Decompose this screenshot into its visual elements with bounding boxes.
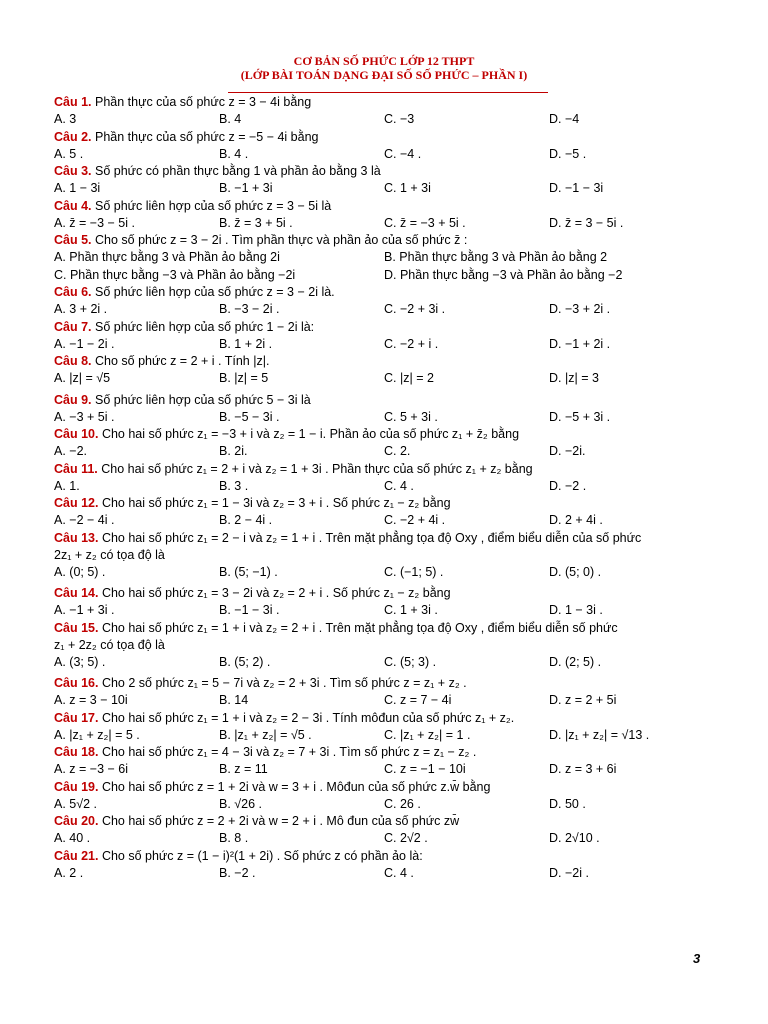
question-text: Cho hai số phức z₁ = 4 − 3i và z₂ = 7 + 3i . Tìm số phức z = z₁ − z₂ .	[101, 745, 477, 759]
question-label: Câu 16.	[54, 676, 99, 690]
question-4	[54, 198, 714, 233]
options-row	[54, 249, 714, 267]
option-a: A. −3 + 5i .	[54, 409, 115, 424]
options-row	[54, 564, 714, 582]
options-row	[54, 512, 714, 530]
option-a: A. 1.	[54, 478, 80, 493]
option-a: A. z = −3 − 6i	[54, 762, 129, 776]
option-a: A. |z₁ + z₂| = 5 .	[54, 727, 140, 742]
question-text: Cho hai số phức z₁ = 1 + i và z₂ = 2 − 3i . Tính môđun của số phức z₁ + z₂.	[101, 710, 515, 725]
option-d: D. −3 + 2i .	[549, 302, 611, 316]
option-b: B. −3 − 2i .	[219, 302, 280, 316]
question-stem	[54, 744, 714, 761]
question-stem	[54, 392, 714, 409]
option-d: D. −2i .	[549, 865, 589, 880]
option-d: D. −1 − 3i	[549, 181, 604, 195]
option-d: D. z = 2 + 5i	[549, 693, 617, 707]
option-c: C. −2 + 4i .	[384, 513, 446, 527]
question-stem	[54, 94, 714, 111]
option-d: D. |z| = 3	[549, 371, 599, 385]
question-stem	[54, 461, 714, 478]
question-17	[54, 710, 714, 745]
question-stem	[54, 620, 714, 637]
options-row	[54, 830, 714, 848]
question-8	[54, 353, 714, 392]
question-text: Cho số phức z = 2 + i . Tính |z|.	[95, 354, 270, 368]
question-text: Cho số phức z = (1 − i)²(1 + 2i) . Số phức z có phần ảo là:	[101, 848, 423, 863]
document-subtitle: (LỚP BÀI TOÁN DẠNG ĐẠI SỐ SỐ PHỨC – PHẦN I)	[240, 68, 528, 82]
question-1	[54, 94, 714, 129]
option-d: D. −4	[549, 112, 580, 126]
option-c: C. 5 + 3i .	[384, 409, 438, 424]
option-d: D. −5 + 3i .	[549, 409, 611, 424]
question-stem	[54, 198, 714, 215]
option-b: B. 14	[219, 693, 249, 707]
option-b: B. |z| = 5	[219, 371, 269, 385]
options-row	[54, 215, 714, 233]
question-stem	[54, 163, 714, 180]
option-c: C. |z₁ + z₂| = 1 .	[384, 727, 471, 742]
document-title: CƠ BẢN SỐ PHỨC LỚP 12 THPT	[293, 54, 475, 68]
question-stem	[54, 585, 714, 602]
option-a: A. z̄ = −3 − 5i .	[54, 215, 135, 230]
options-row	[54, 865, 714, 883]
question-label: Câu 3.	[54, 164, 92, 178]
question-label: Câu 6.	[54, 285, 92, 299]
question-stem	[54, 710, 714, 727]
question-text: Số phức liên hợp của số phức 1 − 2i là:	[95, 319, 315, 334]
option-d: D. |z₁ + z₂| = √13 .	[549, 727, 650, 742]
options-row	[54, 180, 714, 198]
option-a: A. Phần thực bằng 3 và Phần ảo bằng 2i	[54, 250, 280, 264]
question-text: Cho 2 số phức z₁ = 5 − 7i và z₂ = 2 + 3i . Tìm số phức z = z₁ + z₂ .	[101, 676, 467, 690]
option-c: C. −3	[384, 112, 415, 126]
option-b: B. |z₁ + z₂| = √5 .	[219, 727, 312, 742]
option-b: B. (5; −1) .	[219, 564, 278, 579]
question-18	[54, 744, 714, 779]
question-text: Cho hai số phức z₁ = 1 + i và z₂ = 2 + i . Trên mặt phẳng tọa độ Oxy , điểm biểu diễn số phức	[101, 620, 618, 635]
option-d: D. 1 − 3i .	[549, 603, 603, 617]
question-text-continued: z₁ + 2z₂ có tọa độ là	[54, 637, 165, 652]
options-row	[54, 111, 714, 129]
options-row	[54, 370, 714, 388]
options-row	[54, 654, 714, 672]
option-b: B. √26 .	[219, 796, 262, 811]
question-19	[54, 779, 714, 814]
option-c: C. |z| = 2	[384, 371, 434, 385]
question-label: Câu 13.	[54, 530, 99, 545]
question-12	[54, 495, 714, 530]
options-row	[54, 727, 714, 745]
question-label: Câu 15.	[54, 620, 99, 635]
option-a: A. 40 .	[54, 831, 91, 845]
option-d: D. 50 .	[549, 796, 586, 811]
options-row	[54, 267, 714, 285]
option-b: B. 2i.	[219, 444, 248, 458]
option-d: D. z = 3 + 6i	[549, 762, 617, 776]
option-a: A. z = 3 − 10i	[54, 693, 128, 707]
question-label: Câu 19.	[54, 779, 99, 794]
question-16	[54, 675, 714, 710]
question-text: Số phức liên hợp của số phức z = 3 − 5i là	[95, 198, 332, 213]
question-15	[54, 620, 714, 676]
question-label: Câu 11.	[54, 461, 98, 476]
option-b: B. 4 .	[219, 146, 249, 161]
option-b: B. −1 + 3i	[219, 181, 273, 195]
option-d: D. −2i.	[549, 444, 586, 458]
question-label: Câu 12.	[54, 496, 99, 510]
option-d: D. (2; 5) .	[549, 654, 602, 669]
question-stem	[54, 284, 714, 301]
question-7	[54, 319, 714, 354]
question-label: Câu 14.	[54, 586, 99, 600]
question-stem	[54, 426, 714, 443]
question-label: Câu 18.	[54, 745, 99, 759]
option-a: A. 5√2 .	[54, 796, 97, 811]
question-text: Cho hai số phức z₁ = 1 − 3i và z₂ = 3 + i . Số phức z₁ − z₂ bằng	[101, 496, 451, 510]
option-b: B. z̄ = 3 + 5i .	[219, 215, 293, 230]
option-c: C. −2 + 3i .	[384, 302, 446, 316]
option-d: D. −2 .	[549, 478, 587, 493]
title-underline	[228, 92, 548, 93]
question-text: Cho hai số phức z₁ = 3 − 2i và z₂ = 2 + i . Số phức z₁ − z₂ bằng	[101, 586, 451, 600]
option-c: C. z = −1 − 10i	[384, 762, 466, 776]
question-stem	[54, 129, 714, 146]
option-a: A. 2 .	[54, 865, 84, 880]
question-label: Câu 5.	[54, 233, 92, 247]
question-label: Câu 21.	[54, 848, 99, 863]
option-c: C. 4 .	[384, 478, 414, 493]
question-list	[54, 94, 714, 882]
question-stem	[54, 813, 714, 830]
option-b: B. 4	[219, 112, 242, 126]
options-row	[54, 796, 714, 814]
option-d: D. (5; 0) .	[549, 564, 602, 579]
question-label: Câu 10.	[54, 427, 99, 441]
question-text: Số phức liên hợp của số phức z = 3 − 2i là.	[95, 285, 335, 299]
question-text: Cho hai số phức z = 1 + 2i và w = 3 + i . Môđun của số phức z.w̄ bằng	[101, 779, 491, 794]
option-c: C. (5; 3) .	[384, 654, 437, 669]
question-text: Phần thực của số phức z = −5 − 4i bằng	[95, 129, 319, 144]
page-number: 3	[693, 951, 701, 966]
options-row	[54, 443, 714, 461]
question-stem	[54, 675, 714, 692]
question-21	[54, 848, 714, 883]
option-c: C. 2√2 .	[384, 831, 428, 845]
option-a: A. 3 + 2i .	[54, 302, 108, 316]
option-c: C. 1 + 3i	[384, 181, 431, 195]
option-a: A. −1 − 2i .	[54, 336, 115, 351]
option-b: B. −1 − 3i .	[219, 603, 280, 617]
question-5	[54, 232, 714, 284]
question-label: Câu 4.	[54, 198, 92, 213]
question-14	[54, 585, 714, 620]
question-label: Câu 17.	[54, 710, 99, 725]
option-a: A. −2.	[54, 444, 88, 458]
option-a: A. (0; 5) .	[54, 564, 106, 579]
question-text: Cho hai số phức z₁ = 2 + i và z₂ = 1 + 3i . Phần thực của số phức z₁ + z₂ bằng	[101, 461, 533, 476]
question-text: Cho hai số phức z₁ = 2 − i và z₂ = 1 + i . Trên mặt phẳng tọa độ Oxy , điểm biểu diễn của số phức	[101, 530, 642, 545]
question-stem	[54, 495, 714, 512]
question-9	[54, 392, 714, 427]
options-row	[54, 301, 714, 319]
question-text: Phần thực của số phức z = 3 − 4i bằng	[95, 95, 312, 109]
option-a: A. |z| = √5	[54, 371, 111, 385]
option-b: B. 3 .	[219, 478, 249, 493]
option-a: A. −1 + 3i .	[54, 603, 115, 617]
option-c: C. z̄ = −3 + 5i .	[384, 215, 466, 230]
question-text: Số phức có phần thực bằng 1 và phần ảo bằng 3 là	[95, 164, 381, 178]
option-a: A. 3	[54, 112, 77, 126]
question-text: Số phức liên hợp của số phức 5 − 3i là	[95, 392, 311, 407]
options-row	[54, 336, 714, 354]
option-b: B. z = 11	[219, 762, 268, 776]
option-a: A. −2 − 4i .	[54, 513, 115, 527]
option-d: D. z̄ = 3 − 5i .	[549, 215, 624, 230]
question-stem	[54, 232, 714, 249]
option-c: C. 26 .	[384, 796, 421, 811]
question-label: Câu 20.	[54, 814, 99, 828]
option-c: C. 4 .	[384, 865, 414, 880]
option-b: B. 1 + 2i .	[219, 336, 273, 351]
question-label: Câu 9.	[54, 392, 92, 407]
option-d: D. Phần thực bằng −3 và Phần ảo bằng −2	[384, 267, 623, 282]
option-a: A. 5 .	[54, 146, 84, 161]
question-11	[54, 461, 714, 496]
options-row	[54, 478, 714, 496]
option-c: C. z = 7 − 4i	[384, 693, 452, 707]
question-text: Cho hai số phức z = 2 + 2i và w = 2 + i . Mô đun của số phức zw̄	[101, 814, 460, 828]
question-20	[54, 813, 714, 848]
question-3	[54, 163, 714, 198]
options-row	[54, 146, 714, 164]
option-c: C. −2 + i .	[384, 336, 439, 351]
option-b: B. −2 .	[219, 865, 256, 880]
question-text: Cho số phức z = 3 − 2i . Tìm phần thực và phần ảo của số phức z̄ :	[95, 233, 468, 247]
options-row	[54, 602, 714, 620]
option-d: D. −1 + 2i .	[549, 336, 611, 351]
question-text: Cho hai số phức z₁ = −3 + i và z₂ = 1 − i. Phần ảo của số phức z₁ + z̄₂ bằng	[101, 427, 520, 441]
question-stem	[54, 848, 714, 865]
option-d: D. 2 + 4i .	[549, 513, 603, 527]
question-stem	[54, 353, 714, 370]
option-c: C. (−1; 5) .	[384, 564, 444, 579]
option-b: B. (5; 2) .	[219, 654, 271, 669]
question-label: Câu 8.	[54, 354, 92, 368]
option-c: C. −4 .	[384, 146, 422, 161]
option-b: B. −5 − 3i .	[219, 409, 280, 424]
option-c: C. 2.	[384, 444, 411, 458]
question-label: Câu 1.	[54, 95, 92, 109]
option-a: A. (3; 5) .	[54, 654, 106, 669]
question-label: Câu 7.	[54, 319, 92, 334]
options-row	[54, 409, 714, 427]
option-d: D. 2√10 .	[549, 831, 600, 845]
question-label: Câu 2.	[54, 129, 92, 144]
options-row	[54, 692, 714, 710]
question-13	[54, 530, 714, 586]
question-10	[54, 426, 714, 461]
option-c: C. Phần thực bằng −3 và Phần ảo bằng −2i	[54, 267, 296, 282]
question-stem	[54, 319, 714, 336]
option-c: C. 1 + 3i .	[384, 603, 438, 617]
question-text-continued: 2z₁ + z₂ có tọa độ là	[54, 547, 165, 562]
option-a: A. 1 − 3i	[54, 181, 101, 195]
option-b: B. 8 .	[219, 831, 249, 845]
option-b: B. Phần thực bằng 3 và Phần ảo bằng 2	[384, 250, 608, 264]
question-6	[54, 284, 714, 319]
question-stem	[54, 779, 714, 796]
option-b: B. 2 − 4i .	[219, 513, 273, 527]
options-row	[54, 761, 714, 779]
question-stem	[54, 530, 714, 547]
question-2	[54, 129, 714, 164]
option-d: D. −5 .	[549, 146, 587, 161]
